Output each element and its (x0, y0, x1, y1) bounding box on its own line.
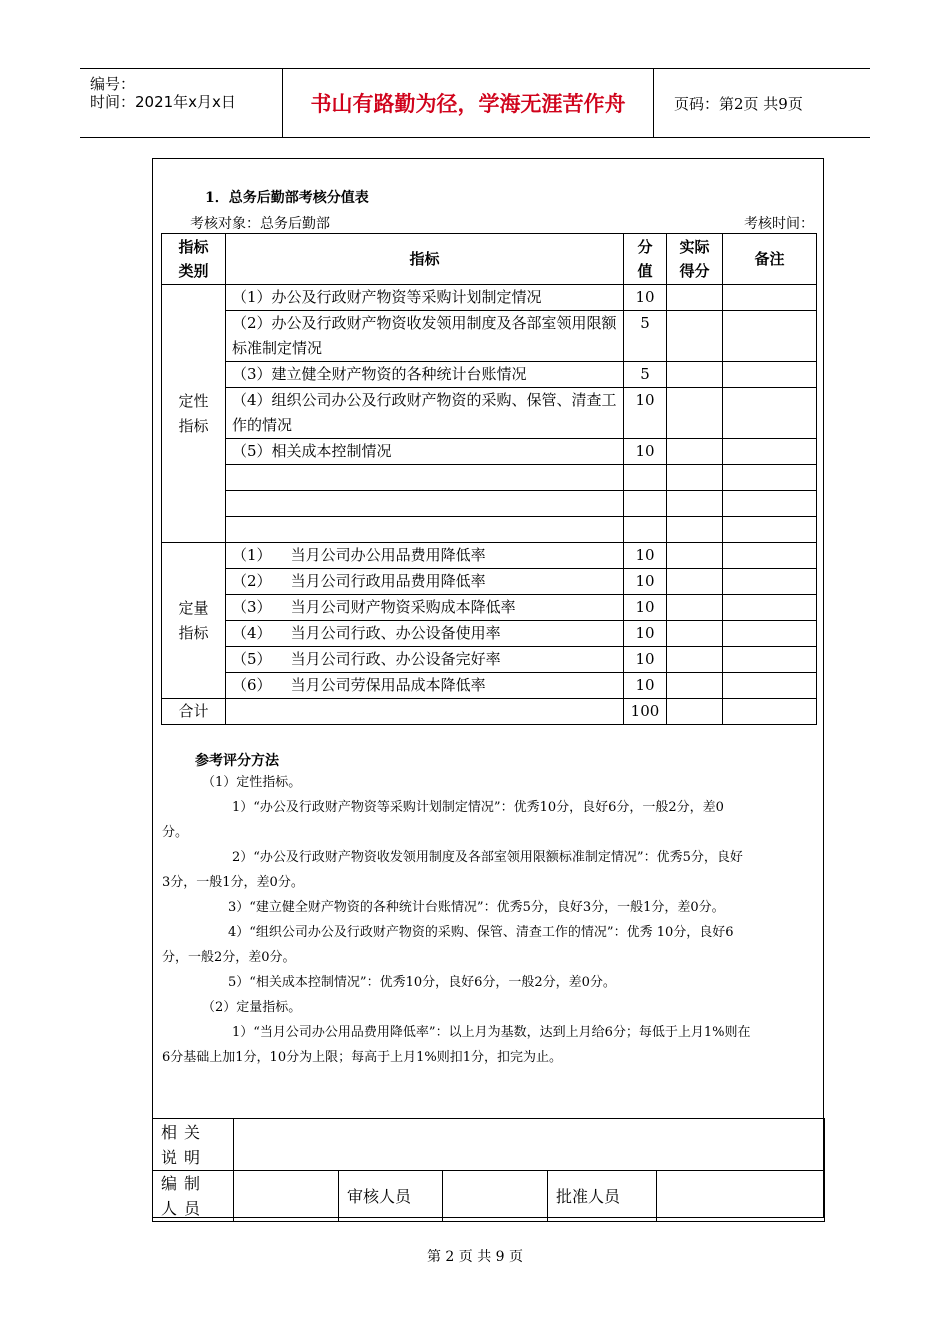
method-line: 1）“当月公司办公用品费用降低率”：以上月为基数，达到上月给6分；每低于上月1%则在 (232, 1025, 751, 1040)
table-row (162, 569, 817, 595)
score-cell: 10 (624, 647, 667, 673)
editor-field[interactable] (234, 1171, 339, 1222)
category-qualitative: 定性指标 (162, 285, 226, 543)
method-line: 2）“办公及行政财产物资收发领用制度及各部室领用限额标准制定情况”：优秀5分，良好 (232, 850, 743, 865)
related-label: 相关说明 (153, 1119, 234, 1171)
total-row (162, 699, 817, 725)
score-cell: 10 (624, 543, 667, 569)
table-row (162, 285, 817, 311)
score-cell: 5 (624, 362, 667, 388)
related-content[interactable] (234, 1119, 825, 1171)
score-cell: 10 (624, 621, 667, 647)
header-meta (80, 69, 283, 137)
table-row (162, 673, 817, 699)
total-label: 合计 (162, 699, 226, 725)
header-indicator: 指标 (226, 234, 624, 285)
indicator-cell: （4） 当月公司行政、办公设备使用率 (226, 621, 624, 647)
indicator-cell: （6） 当月公司劳保用品成本降低率 (226, 673, 624, 699)
time-label: 时间：2021年x月x日 (90, 93, 236, 111)
number-label: 编号： (90, 75, 136, 93)
remarks-cell[interactable] (723, 621, 817, 647)
actual-score-cell[interactable] (667, 621, 723, 647)
indicator-cell: （4）组织公司办公及行政财产物资的采购、保管、清查工作的情况 (226, 388, 624, 439)
editor-label: 编制人员 (153, 1171, 234, 1222)
header-remarks: 备注 (723, 234, 817, 285)
assessment-time: 考核时间： (744, 216, 814, 232)
remarks-cell[interactable] (723, 647, 817, 673)
score-cell: 10 (624, 439, 667, 465)
actual-score-cell[interactable] (667, 388, 723, 439)
document-header (80, 68, 870, 138)
score-cell: 10 (624, 595, 667, 621)
approver-field[interactable] (657, 1171, 825, 1222)
remarks-cell[interactable] (723, 595, 817, 621)
score-cell: 10 (624, 569, 667, 595)
remarks-cell[interactable] (723, 569, 817, 595)
empty-row (162, 491, 817, 517)
indicator-cell: （2）办公及行政财产物资收发领用制度及各部室领用限额标准制定情况 (226, 311, 624, 362)
actual-score-cell[interactable] (667, 543, 723, 569)
table-row (162, 595, 817, 621)
table-row (162, 439, 817, 465)
header-actual-score: 实际得分 (667, 234, 723, 285)
method-line: 3）“建立健全财产物资的各种统计台账情况”：优秀5分，良好3分，一般1分，差0分。 (228, 900, 725, 915)
score-cell: 10 (624, 285, 667, 311)
remarks-cell[interactable] (723, 543, 817, 569)
method-line: 1）“办公及行政财产物资等采购计划制定情况”：优秀10分，良好6分，一般2分，差0 (232, 800, 724, 815)
signoff-row (153, 1171, 825, 1222)
indicator-cell: （1）办公及行政财产物资等采购计划制定情况 (226, 285, 624, 311)
empty-row (162, 465, 817, 491)
approver-label: 批准人员 (548, 1171, 657, 1222)
assessment-target: 考核对象：总务后勤部 (190, 216, 330, 232)
score-table (161, 233, 817, 725)
score-table-header (162, 234, 817, 285)
page-footer: 第 2 页 共 9 页 (426, 1249, 524, 1265)
remarks-cell[interactable] (723, 362, 817, 388)
category-quantitative: 定量指标 (162, 543, 226, 699)
table-row (162, 647, 817, 673)
table-row (162, 311, 817, 362)
indicator-cell: （3）建立健全财产物资的各种统计台账情况 (226, 362, 624, 388)
header-score: 分值 (624, 234, 667, 285)
qualitative-heading: （1）定性指标。 (202, 775, 302, 790)
indicator-cell: （2） 当月公司行政用品费用降低率 (226, 569, 624, 595)
actual-score-cell[interactable] (667, 439, 723, 465)
indicator-cell: （3） 当月公司财产物资采购成本降低率 (226, 595, 624, 621)
actual-score-cell[interactable] (667, 647, 723, 673)
related-row (153, 1119, 825, 1171)
actual-score-cell[interactable] (667, 362, 723, 388)
actual-score-cell[interactable] (667, 285, 723, 311)
method-line: 分，一般2分，差0分。 (162, 950, 296, 965)
table-row (162, 388, 817, 439)
header-motto: 书山有路勤为径，学海无涯苦作舟 (283, 69, 654, 137)
method-line: 4）“组织公司办公及行政财产物资的采购、保管、清查工作的情况”：优秀 10分，良好6 (228, 925, 734, 940)
method-line: 分。 (162, 825, 189, 840)
method-line: 5）“相关成本控制情况”：优秀10分，良好6分，一般2分，差0分。 (228, 975, 616, 990)
reviewer-field[interactable] (443, 1171, 548, 1222)
methods-title: 参考评分方法 (195, 753, 279, 769)
indicator-cell: （1） 当月公司办公用品费用降低率 (226, 543, 624, 569)
header-page-number: 页码：第2页 共9页 (674, 94, 803, 113)
remarks-cell[interactable] (723, 285, 817, 311)
indicator-cell: （5）相关成本控制情况 (226, 439, 624, 465)
remarks-cell[interactable] (723, 439, 817, 465)
actual-score-cell[interactable] (667, 595, 723, 621)
method-line: 6分基础上加1分，10分为上限；每高于上月1%则扣1分，扣完为止。 (162, 1050, 562, 1065)
table-row (162, 543, 817, 569)
actual-score-cell[interactable] (667, 569, 723, 595)
score-cell: 10 (624, 673, 667, 699)
table-row (162, 362, 817, 388)
reviewer-label: 审核人员 (339, 1171, 443, 1222)
empty-row (162, 517, 817, 543)
total-score: 100 (624, 699, 667, 725)
table-title: 1．总务后勤部考核分值表 (205, 190, 369, 206)
remarks-cell[interactable] (723, 673, 817, 699)
score-cell: 10 (624, 388, 667, 439)
header-category: 指标类别 (162, 234, 226, 285)
actual-score-cell[interactable] (667, 673, 723, 699)
signoff-table (152, 1118, 825, 1222)
remarks-cell[interactable] (723, 388, 817, 439)
table-row (162, 621, 817, 647)
method-line: 3分，一般1分，差0分。 (162, 875, 304, 890)
quantitative-heading: （2）定量指标。 (202, 1000, 302, 1015)
score-cell: 5 (624, 311, 667, 362)
actual-score-cell[interactable] (667, 311, 723, 362)
remarks-cell[interactable] (723, 311, 817, 362)
indicator-cell: （5） 当月公司行政、办公设备完好率 (226, 647, 624, 673)
